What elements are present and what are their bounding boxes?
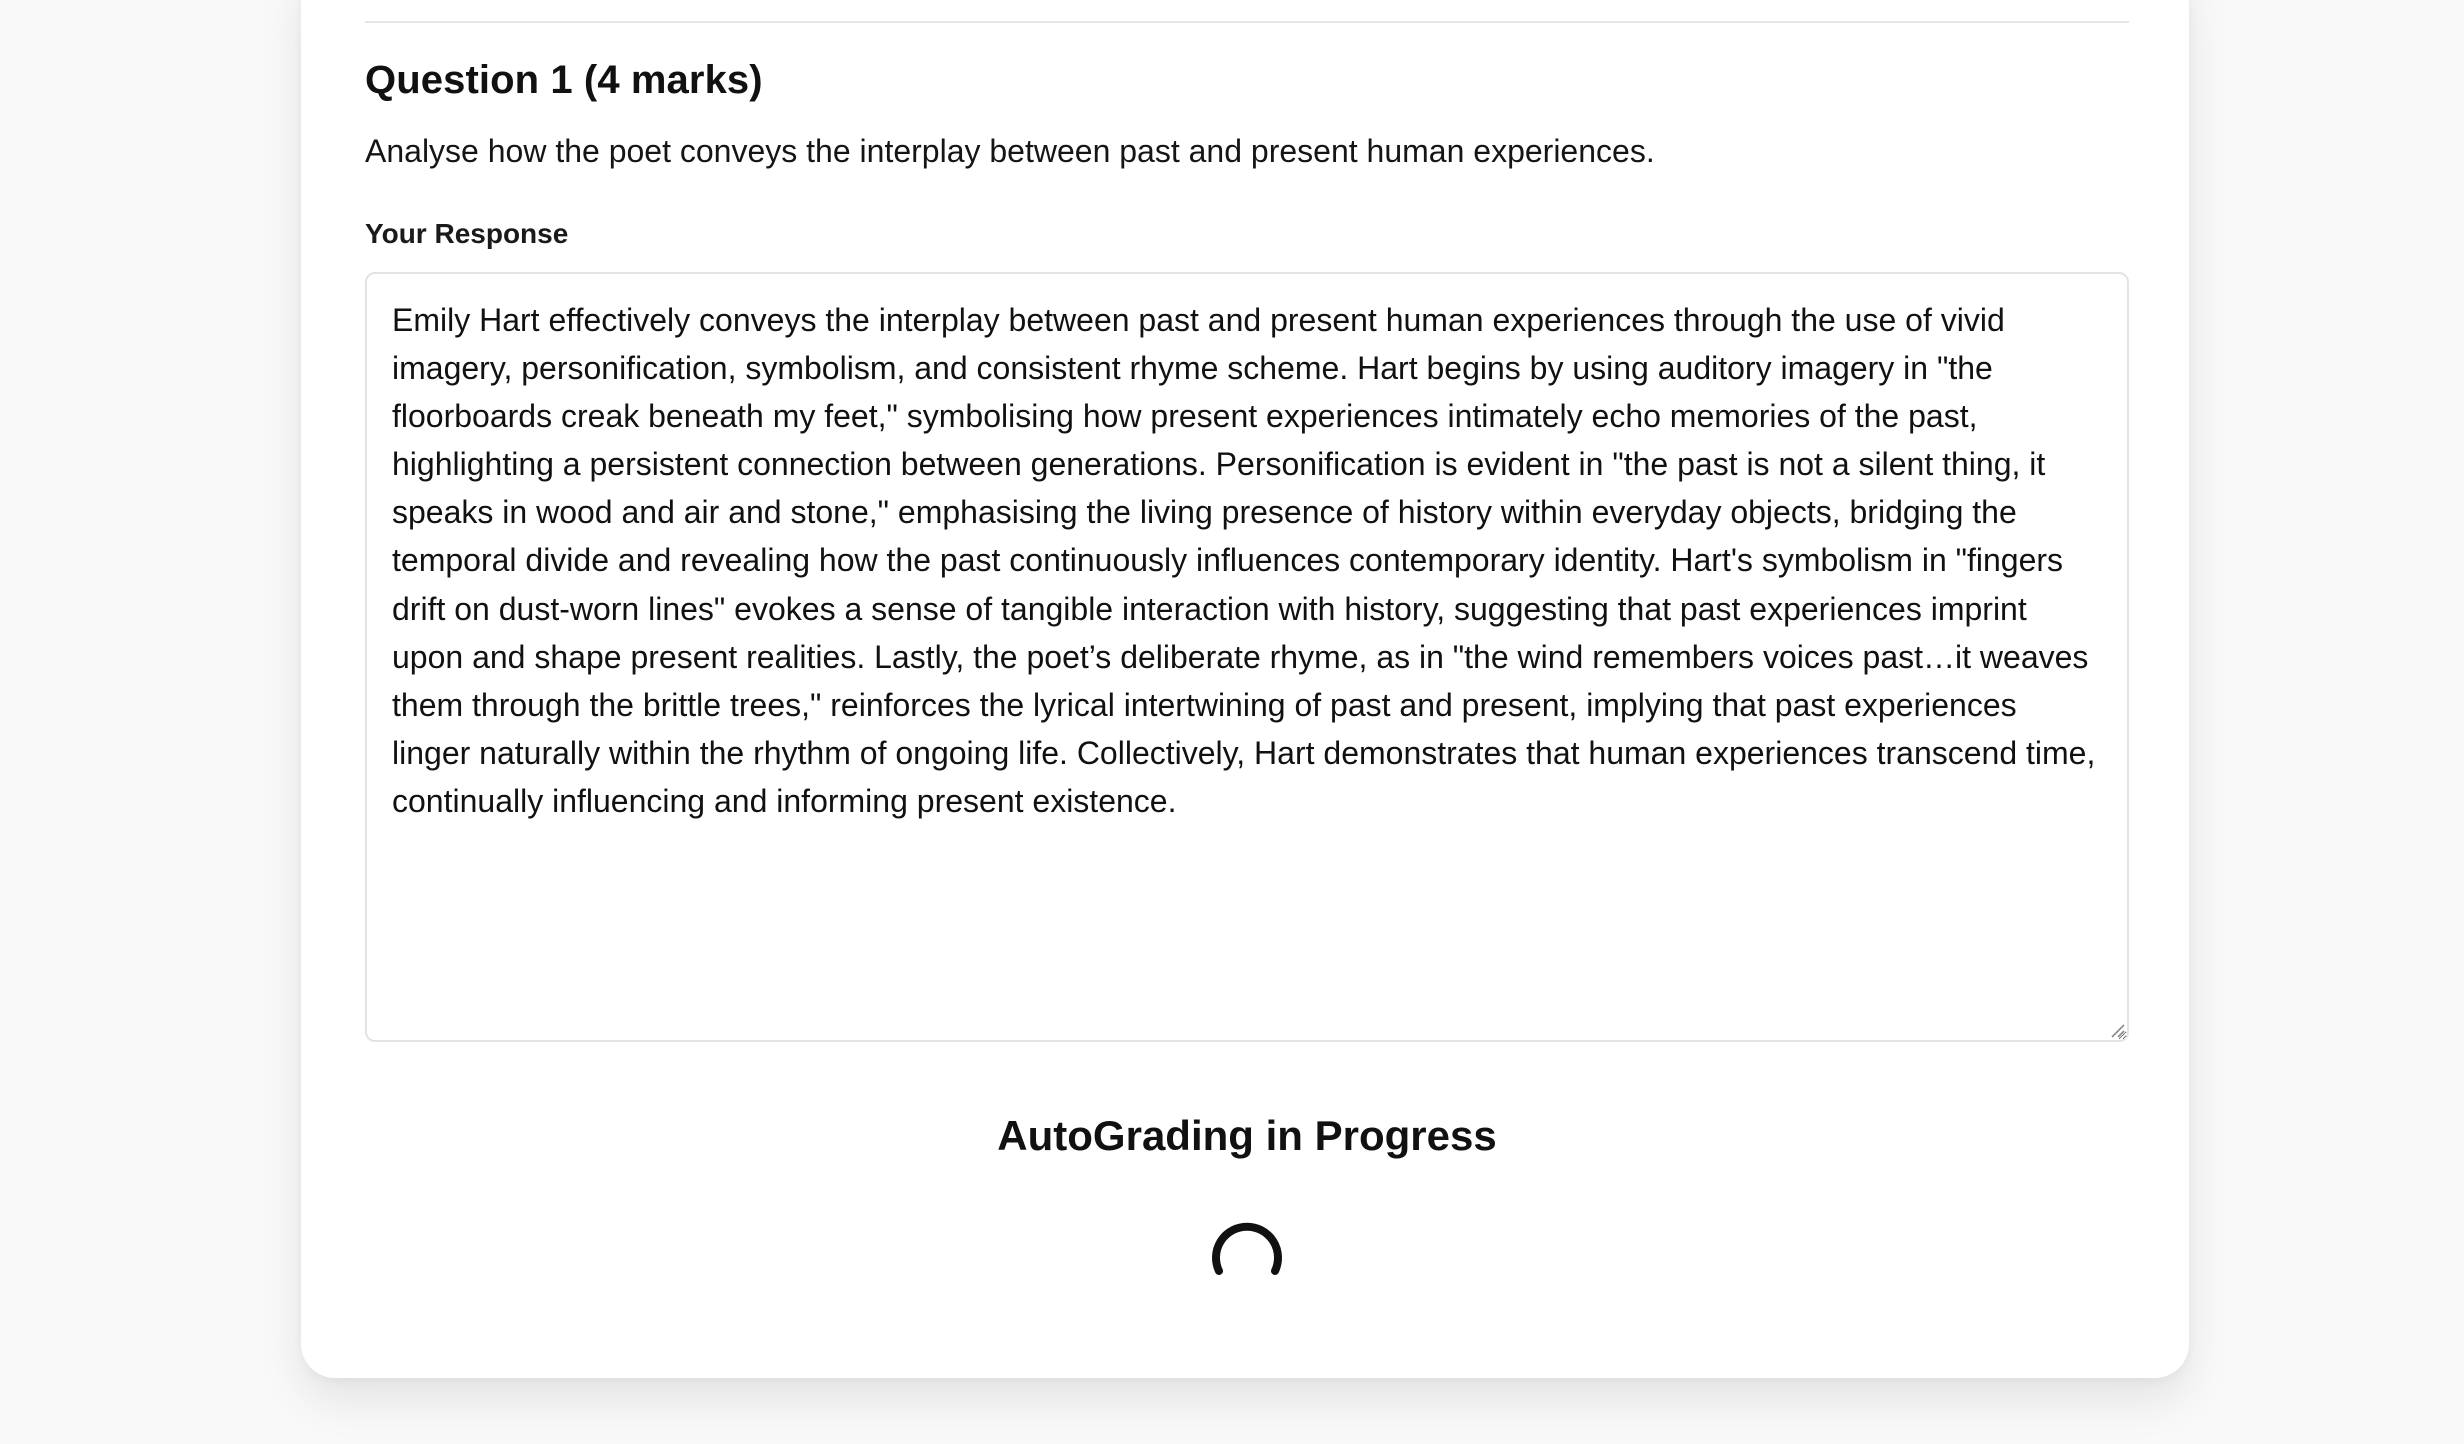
autograding-status-heading: AutoGrading in Progress xyxy=(997,1112,1497,1159)
loading-spinner-icon xyxy=(1209,1218,1285,1294)
question-prompt: Analyse how the poet conveys the interplay between past and present human experiences. xyxy=(365,133,1655,169)
response-label: Your Response xyxy=(365,218,569,249)
section-divider xyxy=(365,21,2129,23)
response-textarea[interactable] xyxy=(365,272,2129,1042)
question-title: Question 1 (4 marks) xyxy=(365,58,763,102)
